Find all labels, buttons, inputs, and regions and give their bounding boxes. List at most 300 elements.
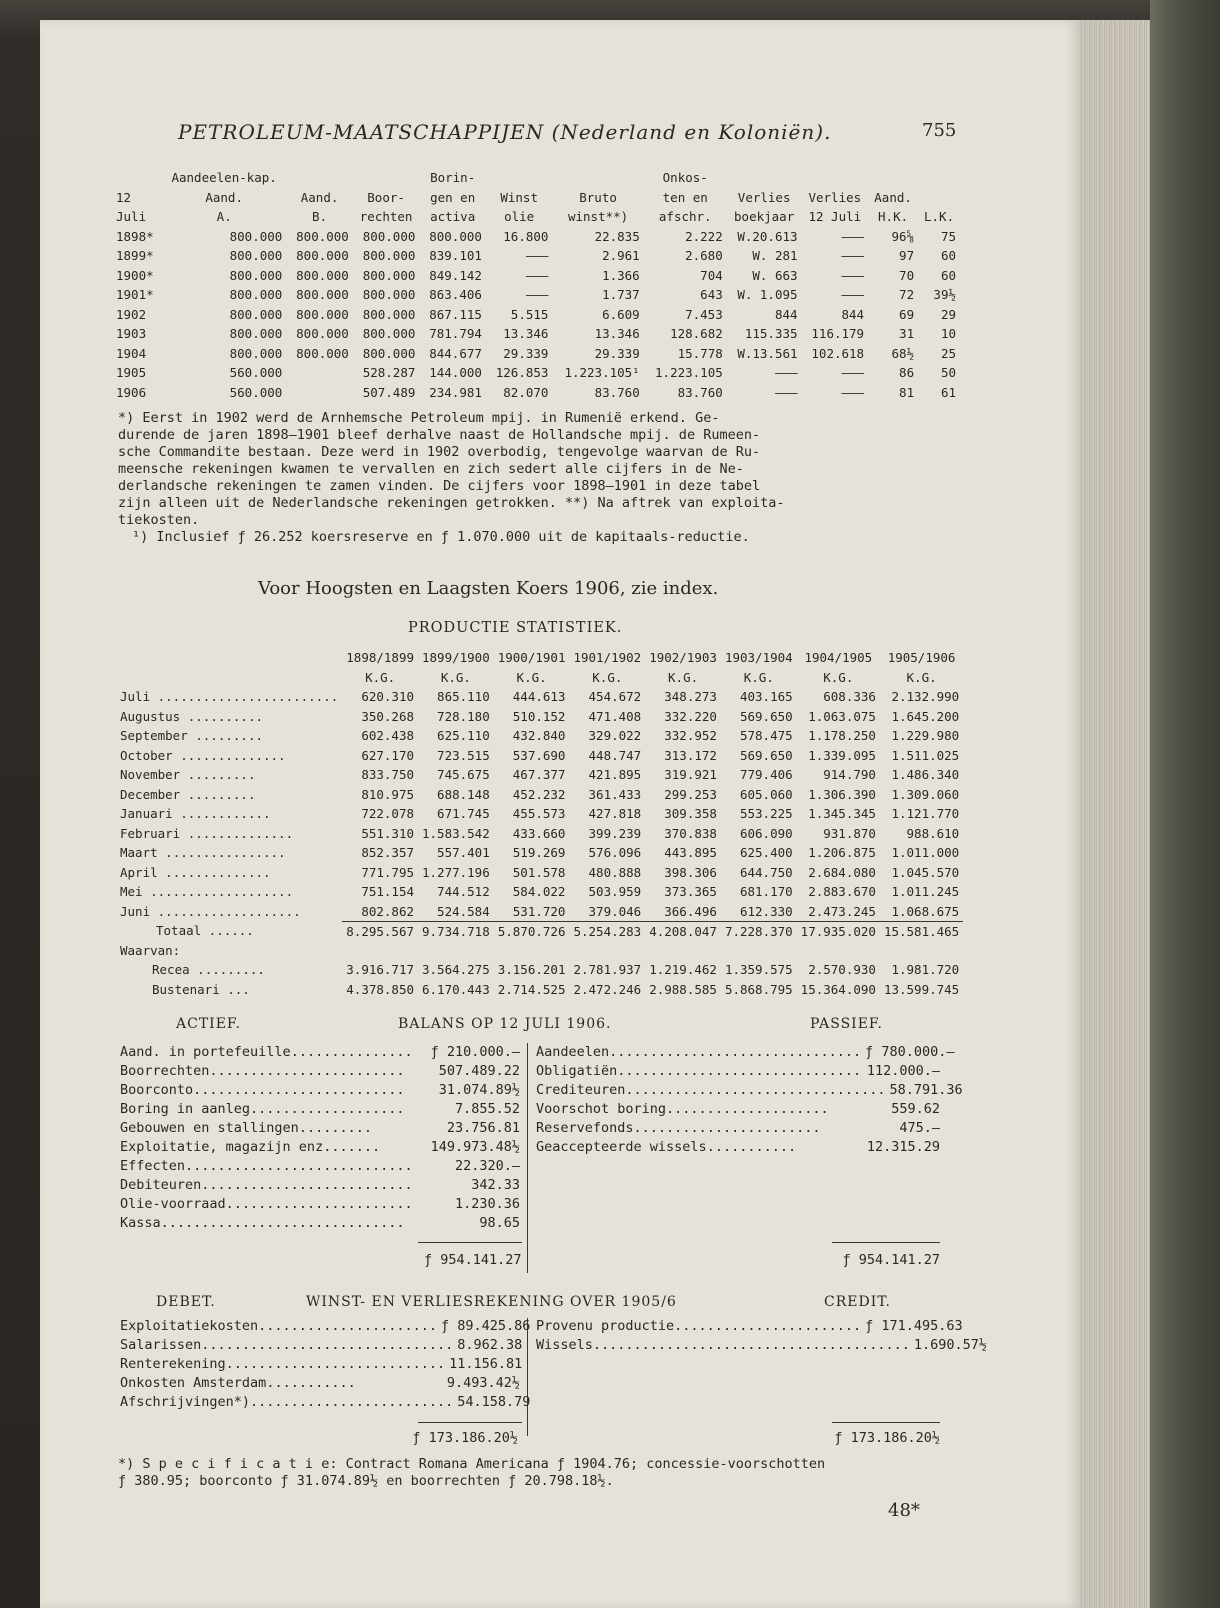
- month-row-value: 370.838: [664, 825, 717, 841]
- month-row: [116, 765, 963, 785]
- actief-row-dots: .........: [298, 1120, 372, 1136]
- table-cell: W. 1.095: [737, 287, 798, 303]
- month-row-value: 553.225: [739, 806, 793, 822]
- table-cell: 800.000: [362, 248, 416, 264]
- month-row-name: September: [120, 728, 188, 744]
- empty-cell: [116, 668, 342, 688]
- footnote-line: ¹) Inclusief ƒ 26.252 koersreserve en ƒ 1.070.000 uit de kapitaals-reductie.: [132, 529, 750, 545]
- month-row-dots: .........: [180, 767, 256, 783]
- table-row: [112, 383, 960, 403]
- production-year: 1903/1904: [724, 650, 793, 666]
- table-cell: 781.794: [429, 326, 482, 342]
- month-row-dots: ..............: [172, 747, 286, 763]
- table-header-cell: 12: [116, 189, 132, 205]
- totaal-row: [116, 921, 963, 941]
- table-header-cell: Aand.: [205, 189, 243, 205]
- table-row: [112, 324, 960, 344]
- table-cell: 560.000: [229, 384, 283, 400]
- month-row-value: 833.750: [361, 767, 414, 783]
- table-header-cell: [918, 188, 960, 208]
- debet-total: ƒ 173.186.20½: [412, 1430, 518, 1446]
- month-row-value: 608.336: [823, 689, 876, 705]
- month-row-value: 427.818: [588, 806, 642, 822]
- totaal-row-value: 8.295.567: [342, 921, 418, 941]
- month-row-value: 313.172: [664, 747, 717, 763]
- table-header-cell: olie: [504, 209, 535, 225]
- actief-row-dots: ..........................: [201, 1177, 413, 1193]
- production-unit: K.G.: [440, 669, 471, 685]
- month-row-value: 551.310: [361, 825, 414, 841]
- footnote-block: [118, 410, 956, 546]
- month-row-value: 399.239: [588, 825, 642, 841]
- table-cell: 29.339: [594, 345, 640, 361]
- table-cell: 144.000: [429, 365, 482, 381]
- month-row-value: 299.253: [664, 786, 717, 802]
- debet-row-label: Afschrijvingen*): [120, 1394, 251, 1410]
- month-row: [116, 726, 963, 746]
- month-row-value: 1.339.095: [808, 747, 876, 763]
- table-cell: 1903: [116, 326, 147, 342]
- month-row-value: 751.154: [361, 884, 414, 900]
- table-header-cell: ten en: [662, 189, 708, 205]
- passief-row: [536, 1120, 940, 1136]
- passief-row-value: 12.315.29: [866, 1139, 940, 1155]
- passief-row-label: Aandeelen: [536, 1044, 610, 1060]
- passief-total: ƒ 954.141.27: [842, 1252, 940, 1268]
- table-cell: 126.853: [495, 365, 549, 381]
- recea-row-name: Recea: [152, 962, 190, 978]
- table-header-cell: [552, 168, 643, 188]
- month-row-value: 329.022: [588, 728, 642, 744]
- passief-row: [536, 1101, 940, 1117]
- table-row: [112, 344, 960, 364]
- table-cell: 800.000: [296, 345, 349, 361]
- table-cell: [286, 363, 353, 383]
- passief-row: [536, 1063, 940, 1079]
- month-row: [116, 804, 963, 824]
- passief-heading: PASSIEF.: [810, 1016, 883, 1032]
- production-year: 1900/1901: [497, 650, 566, 666]
- production-year: 1899/1900: [422, 650, 490, 666]
- month-row-value: 988.610: [906, 825, 960, 841]
- bustenari-row-value: 2.472.246: [573, 981, 642, 997]
- month-row-value: 348.273: [664, 689, 717, 705]
- debet-row-dots: .........................: [250, 1394, 454, 1410]
- actief-row-label: Effecten: [120, 1158, 186, 1174]
- table-cell: 2.961: [602, 248, 640, 264]
- winst-heading: WINST- EN VERLIESREKENING OVER 1905/6: [306, 1294, 677, 1310]
- waarvan-row: [116, 941, 963, 961]
- production-table: [116, 648, 963, 999]
- month-row-value: 332.952: [664, 728, 717, 744]
- table-cell: 800.000: [229, 267, 283, 283]
- actief-row-dots: ...............: [290, 1044, 413, 1060]
- month-row-label: [116, 843, 342, 863]
- month-row-value: 569.650: [739, 708, 793, 724]
- table-header-cell: Winst: [500, 189, 538, 205]
- recea-row-value: 3.564.275: [422, 962, 490, 978]
- table-cell: 528.287: [362, 365, 416, 381]
- production-unit: K.G.: [592, 669, 623, 685]
- production-title: PRODUCTIE STATISTIEK.: [408, 620, 623, 636]
- debet-row-value: 8.962.38: [457, 1337, 523, 1353]
- month-row-value: 557.401: [437, 845, 490, 861]
- month-row-dots: ............: [172, 806, 271, 822]
- recea-row-value: 1.359.575: [724, 962, 793, 978]
- table-cell: 68½: [891, 345, 915, 361]
- month-row-dots: ........................: [150, 689, 339, 705]
- month-row-value: 503.959: [588, 884, 642, 900]
- month-row-dots: ................: [157, 845, 286, 861]
- month-row-value: 531.720: [512, 903, 566, 919]
- table-header-cell: boekjaar: [734, 209, 795, 225]
- recea-row: [116, 960, 963, 980]
- month-row: [116, 863, 963, 883]
- actief-row-value: 23.756.81: [446, 1120, 520, 1136]
- footnote-line: meensche rekeningen kwamen te vervallen en zich sedert alle cijfers in de Ne-: [118, 461, 744, 477]
- recea-row-value: 1.981.720: [891, 962, 960, 978]
- table-header-cell: L.K.: [924, 209, 955, 225]
- month-row-dots: ...................: [142, 884, 294, 900]
- table-header-cell: [112, 168, 162, 188]
- debet-row-dots: ...........: [266, 1375, 356, 1391]
- table-header-cell: Verlies: [808, 189, 862, 205]
- actief-row: [120, 1196, 520, 1212]
- specificatie-line: ƒ 380.95; boorconto ƒ 31.074.89½ en boorrechten ƒ 20.798.18½.: [118, 1473, 614, 1489]
- debet-row-label: Onkosten Amsterdam: [120, 1375, 267, 1391]
- month-row-value: 467.377: [512, 767, 566, 783]
- table-cell: 102.618: [811, 345, 865, 361]
- actief-row-label: Exploitatie, magazijn enz.: [120, 1139, 332, 1155]
- sheet-signature: 48*: [888, 1500, 920, 1521]
- table-cell: 60: [940, 248, 956, 264]
- debet-row-label: Renterekening: [120, 1356, 226, 1372]
- month-row-value: 914.790: [823, 767, 876, 783]
- month-row-value: 1.486.340: [891, 767, 960, 783]
- table-header-cell: [286, 168, 353, 188]
- table-cell: W. 663: [752, 267, 798, 283]
- actief-row-dots: ...................: [250, 1101, 405, 1117]
- passief-total-rule: [832, 1242, 940, 1243]
- month-row-value: 644.750: [739, 864, 793, 880]
- month-row: [116, 785, 963, 805]
- month-row-label: [116, 863, 342, 883]
- credit-row-dots: .......................................: [592, 1337, 910, 1353]
- table-cell: ———: [525, 248, 549, 264]
- footnote-line: tiekosten.: [118, 512, 200, 528]
- month-row-name: Augustus: [120, 708, 181, 724]
- table-cell: 61: [940, 384, 956, 400]
- month-row-value: 620.310: [361, 689, 414, 705]
- table-cell: 800.000: [229, 248, 283, 264]
- month-row-value: 432.840: [512, 728, 566, 744]
- passief-row-value: 58.791.36: [889, 1082, 963, 1098]
- month-row-value: 779.406: [739, 767, 793, 783]
- table-header-cell: [868, 168, 918, 188]
- month-row-value: 1.306.390: [808, 786, 876, 802]
- totaal-row-value: 7.228.370: [721, 921, 797, 941]
- production-unit: K.G.: [668, 669, 699, 685]
- month-row-name: Maart: [120, 845, 158, 861]
- table-cell: 83.760: [594, 384, 640, 400]
- debet-row-dots: ......................: [258, 1318, 437, 1334]
- index-reference: Voor Hoogsten en Laagsten Koers 1906, zie index.: [258, 578, 719, 599]
- month-row-value: 510.152: [512, 708, 566, 724]
- month-row-value: 379.046: [588, 903, 642, 919]
- month-row-value: 361.433: [588, 786, 642, 802]
- table-cell: 1.223.105: [655, 365, 723, 381]
- month-row-value: 1.345.345: [808, 806, 876, 822]
- table-cell: 704: [700, 267, 723, 283]
- month-row-value: 576.096: [588, 845, 642, 861]
- actief-row-dots: .......................: [225, 1196, 413, 1212]
- credit-row-value: ƒ 171.495.63: [865, 1318, 963, 1334]
- table-header-cell: [802, 168, 869, 188]
- actief-row: [120, 1215, 520, 1231]
- table-cell: 39½: [933, 287, 956, 303]
- table-cell: ———: [525, 267, 549, 283]
- month-row-value: 443.895: [664, 845, 717, 861]
- table-cell: 234.981: [429, 384, 482, 400]
- actief-row-dots: ......: [331, 1139, 381, 1155]
- actief-row: [120, 1101, 520, 1117]
- credit-heading: CREDIT.: [824, 1294, 891, 1310]
- table-cell: 128.682: [670, 326, 723, 342]
- passief-row-value: 475.—: [899, 1120, 940, 1136]
- specificatie-line: *) S p e c i f i c a t i e: Contract Romana Americana ƒ 1904.76; concessie-voorschotten: [118, 1456, 826, 1472]
- table-cell: 72: [899, 287, 915, 303]
- table-header-cell: [486, 168, 553, 188]
- table-cell: 844.677: [429, 345, 482, 361]
- month-row-dots: ..............: [180, 825, 294, 841]
- month-row-value: 606.090: [739, 825, 793, 841]
- month-row-label: [116, 804, 342, 824]
- table-cell: 560.000: [229, 365, 283, 381]
- debet-row-value: ƒ 89.425.86: [440, 1318, 531, 1334]
- month-row-value: 681.170: [739, 884, 793, 900]
- table-cell: 800.000: [229, 228, 283, 244]
- table-cell: 115.335: [744, 326, 798, 342]
- month-row-value: 2.684.080: [808, 864, 876, 880]
- book-cover: [1150, 0, 1220, 1608]
- actief-row-label: Aand. in portefeuille: [120, 1044, 291, 1060]
- passief-row: [536, 1082, 963, 1098]
- actief-row-label: Boorconto: [120, 1082, 194, 1098]
- month-row-name: October: [120, 747, 173, 763]
- month-row-value: 2.473.245: [808, 903, 876, 919]
- passief-row-value: 559.62: [891, 1101, 940, 1117]
- month-row-value: 1.511.025: [891, 747, 960, 763]
- month-row-value: 448.747: [588, 747, 642, 763]
- debet-row: [120, 1356, 523, 1372]
- month-row-value: 612.330: [739, 903, 793, 919]
- month-row-value: 931.870: [823, 825, 876, 841]
- month-row-value: 578.475: [739, 728, 793, 744]
- balans-heading: BALANS OP 12 JULI 1906.: [398, 1016, 612, 1032]
- actief-row: [120, 1177, 520, 1193]
- winst-divider: [527, 1318, 528, 1436]
- month-row-value: 1.309.060: [891, 786, 960, 802]
- table-cell: 839.101: [429, 248, 482, 264]
- month-row-value: 403.165: [739, 689, 793, 705]
- table-cell: 800.000: [429, 228, 482, 244]
- table-header-cell: winst**): [567, 209, 629, 225]
- production-year: 1905/1906: [887, 650, 956, 666]
- table-header-cell: Bruto: [579, 189, 617, 205]
- month-row-value: 584.022: [512, 884, 566, 900]
- actief-row-label: Debiteuren: [120, 1177, 202, 1193]
- totaal-row-value: 4.208.047: [645, 921, 721, 941]
- table-cell: 83.760: [677, 384, 723, 400]
- table-cell: 116.179: [811, 326, 865, 342]
- month-row-value: 771.795: [361, 864, 414, 880]
- actief-row-dots: ..............................: [160, 1215, 405, 1231]
- passief-row-dots: .......................: [633, 1120, 821, 1136]
- month-row-value: 1.229.980: [891, 728, 960, 744]
- table-cell: 800.000: [362, 228, 416, 244]
- month-row: [116, 824, 963, 844]
- actief-row-value: 31.074.89½: [438, 1082, 520, 1098]
- passief-row-dots: ....................: [666, 1101, 829, 1117]
- actief-row-value: 507.489.22: [438, 1063, 520, 1079]
- totaal-row-value: 17.935.020: [797, 921, 880, 941]
- month-row-value: 745.675: [437, 767, 490, 783]
- table-cell: 16.800: [503, 228, 549, 244]
- table-cell: 5.515: [510, 306, 549, 322]
- month-row-dots: ...................: [150, 903, 301, 919]
- actief-row-value: 149.973.48½: [430, 1139, 520, 1155]
- month-row-value: 1.178.250: [808, 728, 876, 744]
- table-cell: 800.000: [229, 326, 283, 342]
- actief-total-rule: [418, 1242, 522, 1243]
- production-year: 1902/1903: [649, 650, 717, 666]
- month-row-value: 454.672: [588, 689, 642, 705]
- actief-row-value: 7.855.52: [454, 1101, 520, 1117]
- month-row-dots: ..............: [157, 864, 271, 880]
- bustenari-row-value: 13.599.745: [883, 981, 960, 997]
- table-header-cell: afschr.: [658, 209, 712, 225]
- month-row-value: 537.690: [512, 747, 566, 763]
- month-row-name: April: [120, 864, 158, 880]
- table-header-cell: Aandeelen-kap.: [171, 170, 277, 186]
- table-header-cell: B.: [312, 209, 328, 225]
- recea-row-dots: .........: [189, 962, 265, 978]
- table-cell: 60: [940, 267, 956, 283]
- table-cell: ———: [841, 365, 865, 381]
- footnote-line: *) Eerst in 1902 werd de Arnhemsche Petroleum mpij. in Rumenië erkend. Ge-: [118, 410, 720, 426]
- table-cell: 69: [899, 306, 915, 322]
- debet-row-label: Exploitatiekosten: [120, 1318, 259, 1334]
- month-row-value: 1.277.196: [422, 864, 490, 880]
- table-cell: 82.070: [503, 384, 549, 400]
- table-cell: 800.000: [362, 267, 416, 283]
- month-row-value: 744.512: [437, 884, 490, 900]
- table-cell: 25: [940, 345, 956, 361]
- empty-cell: [116, 648, 342, 668]
- totaal-row-dots: ......: [201, 923, 254, 939]
- month-row-value: 852.357: [361, 845, 414, 861]
- debet-row-value: 54.158.79: [457, 1394, 531, 1410]
- actief-row: [120, 1063, 520, 1079]
- table-cell: 15.778: [677, 345, 723, 361]
- month-row-label: [116, 785, 342, 805]
- month-row-value: 688.148: [437, 786, 490, 802]
- month-row: [116, 882, 963, 902]
- debet-row: [120, 1375, 520, 1391]
- actief-heading: ACTIEF.: [176, 1016, 241, 1032]
- table-cell: 81: [899, 384, 915, 400]
- passief-row-value: 112.000.—: [866, 1063, 940, 1079]
- table-cell: 800.000: [362, 287, 416, 303]
- month-row-name: Juli: [120, 689, 151, 705]
- table-cell: 10: [940, 326, 956, 342]
- table-row: [112, 305, 960, 325]
- table-cell: 800.000: [362, 306, 416, 322]
- table-cell: ———: [525, 287, 549, 303]
- page-title: PETROLEUM-MAATSCHAPPIJEN (Nederland en Koloniën).: [178, 120, 832, 144]
- table-cell: 1906: [116, 384, 147, 400]
- passief-row-label: Reservefonds: [536, 1120, 634, 1136]
- table-cell: ———: [841, 228, 865, 244]
- month-row-value: 1.583.542: [422, 825, 490, 841]
- table-cell: 800.000: [362, 326, 416, 342]
- month-row-label: [116, 765, 342, 785]
- passief-row: [536, 1139, 940, 1155]
- debet-row-label: Salarissen: [120, 1337, 202, 1353]
- bustenari-row-label: [116, 980, 342, 1000]
- table-cell: 507.489: [362, 384, 416, 400]
- balans-divider: [527, 1043, 528, 1273]
- month-row-value: 501.578: [512, 864, 566, 880]
- table-cell: ———: [774, 384, 798, 400]
- table-cell: 2.222: [685, 228, 723, 244]
- table-cell: 31: [899, 326, 915, 342]
- actief-row-dots: ............................: [185, 1158, 413, 1174]
- month-row-name: Juni: [120, 903, 151, 919]
- table-cell: 800.000: [296, 287, 349, 303]
- passief-row-dots: ................................: [625, 1082, 886, 1098]
- month-row-value: 480.888: [588, 864, 642, 880]
- footnote-line: sche Commandite bestaan. Deze werd in 1902 overbodig, tengevolge waarvan de Ru-: [118, 444, 761, 460]
- bustenari-row-value: 5.868.795: [724, 981, 793, 997]
- specificatie-footnote: [118, 1456, 960, 1490]
- production-year-row: [116, 648, 963, 668]
- table-cell: ———: [841, 248, 865, 264]
- table-cell: 29.339: [503, 345, 549, 361]
- table-cell: 6.609: [602, 306, 640, 322]
- table-cell: 800.000: [229, 306, 283, 322]
- table-cell: 863.406: [429, 287, 482, 303]
- table-cell: 13.346: [503, 326, 549, 342]
- month-row-value: 373.365: [664, 884, 717, 900]
- month-row-value: 1.011.245: [891, 884, 960, 900]
- table-header-cell: Aand.: [300, 189, 339, 205]
- capital-table: [112, 168, 960, 402]
- production-unit: K.G.: [743, 669, 774, 685]
- month-row-value: 332.220: [664, 708, 717, 724]
- table-cell: 2.680: [685, 248, 723, 264]
- month-row-value: 524.584: [437, 903, 490, 919]
- credit-total-rule: [832, 1422, 940, 1423]
- table-cell: 844: [774, 306, 798, 322]
- month-row-name: Januari: [120, 806, 173, 822]
- footnote-line: zijn alleen uit de Nederlandsche rekeningen getrokken. **) Na aftrek van exploita-: [118, 495, 785, 511]
- month-row-value: 366.496: [664, 903, 717, 919]
- production-unit: K.G.: [516, 669, 547, 685]
- table-header-cell: activa: [430, 209, 476, 225]
- table-header-cell: A.: [216, 209, 232, 225]
- month-row-label: [116, 726, 342, 746]
